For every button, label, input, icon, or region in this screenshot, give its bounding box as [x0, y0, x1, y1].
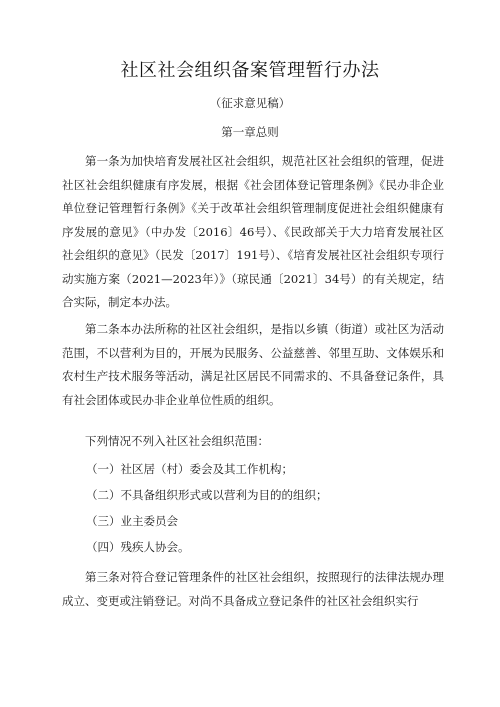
article-1-paragraph: 第一条为加快培育发展社区社会组织，规范社区社会组织的管理，促进社区社会组织健康有序发展，根据《社会团体登记管理条例》《民办非企业单位登记管理暂行条例》《关于改革社会组织管理制度促进社会组织健康有序发展的意见》（中办发〔2016〕46号）、《民政部关于大力培育发展社区社会组织的意见》（民发〔2017〕191号）、《培育发展社区社会组织专项行动实施方案（2021—2023年）》（琼民通〔2021〕34号）的有关规定，结合实际，制定本办法。 [62, 154, 444, 309]
document-subtitle: （征求意见稿） [209, 96, 291, 110]
exclusion-item-2: （二）不具备组织形式或以营利为目的的组织； [86, 488, 328, 502]
exclusion-item-4: （四）残疾人协会。 [86, 540, 190, 554]
document-title: 社区社会组织备案管理暂行办法 [120, 60, 380, 81]
article-3-paragraph: 第三条对符合登记管理条件的社区社会组织，按照现行的法律法规办理成立、变更或注销登记。对尚不具备成立登记条件的社区社会组织实行 [62, 570, 444, 608]
article-2-paragraph: 第二条本办法所称的社区社会组织，是指以乡镇（街道）或社区为活动范围，不以营利为目的，开展为民服务、公益慈善、邻里互助、文体娱乐和农村生产技术服务等活动，满足社区居民不同需求的、不具备登记条件，具有社会团体或民办非企业单位性质的组织。 [62, 322, 444, 407]
chapter-heading: 第一章总则 [221, 125, 279, 139]
exclusion-item-1: （一）社区居（村）委会及其工作机构； [86, 462, 293, 476]
exclusion-item-3: （三）业主委员会 [86, 514, 178, 528]
exclusion-intro: 下列情况不列入社区社会组织范围： [85, 434, 269, 448]
